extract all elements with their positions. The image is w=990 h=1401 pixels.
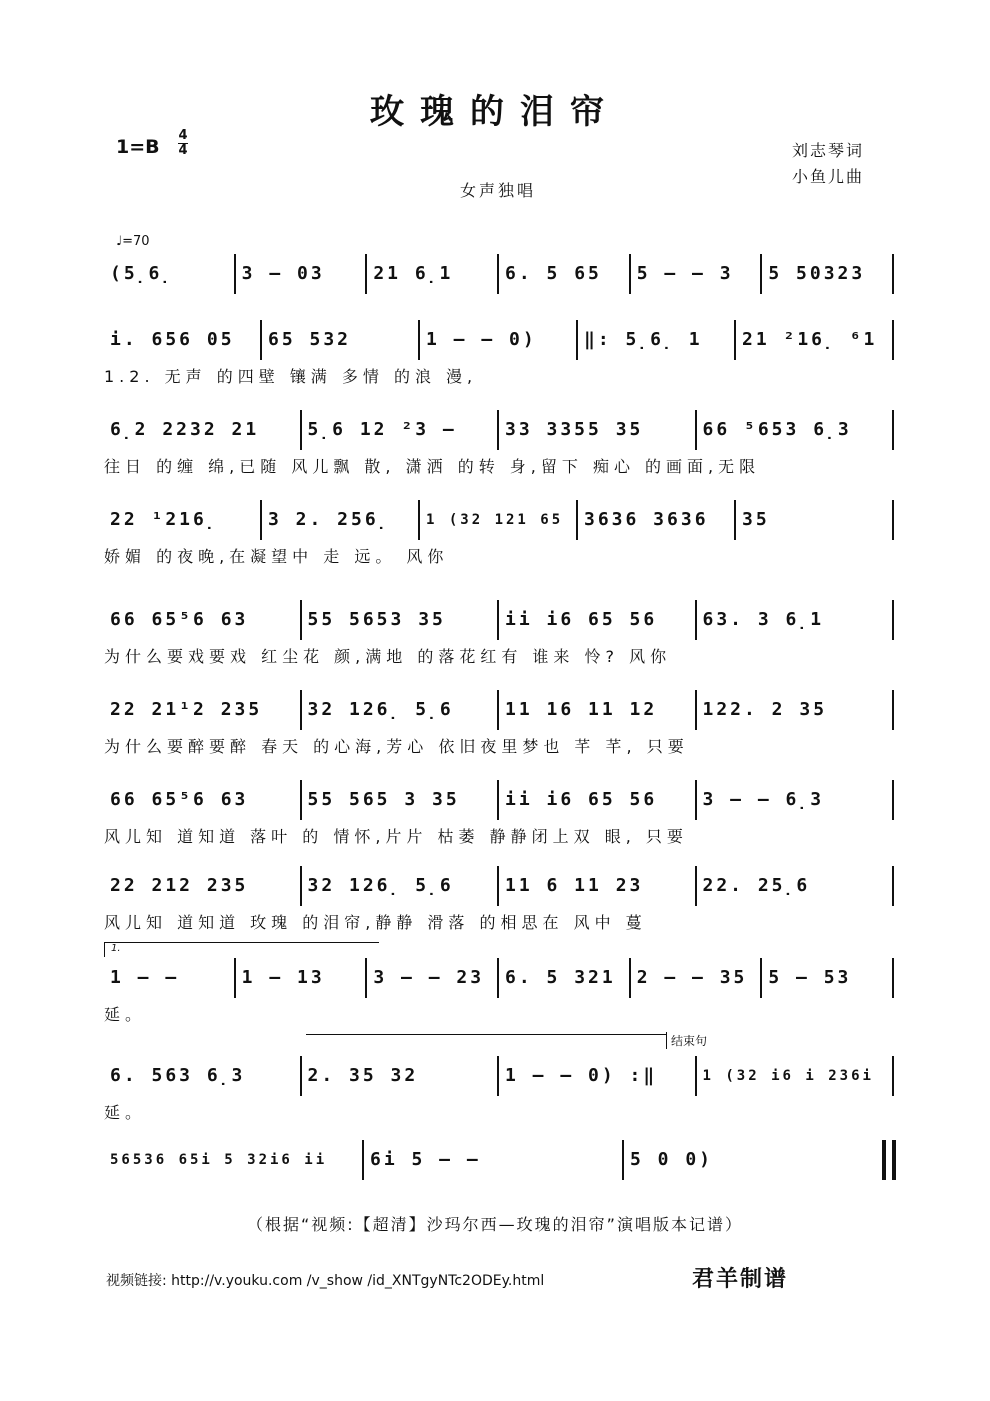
credits [792, 138, 864, 190]
measure: 3 – – 6̣3 [697, 780, 895, 820]
measure: 1 (32 121 65 [420, 500, 578, 540]
measure: 3636 3636 [578, 500, 736, 540]
notes-row [104, 866, 894, 906]
lyrics-line: 为什么要醉要醉 春天 的心海,芳心 依旧夜里梦也 芊 芊, 只要 [104, 737, 689, 756]
lyricist: 刘志琴词 [792, 141, 865, 160]
notes-row [104, 500, 894, 540]
measure: 3 – 03 [236, 254, 368, 294]
measure: 63. 3 6̣1 [697, 600, 895, 640]
lyrics-line: 延。 [104, 1005, 147, 1024]
measure: 11 6 11 23 [499, 866, 697, 906]
measure: ‖: 5̣6̣ 1 [578, 320, 736, 360]
lyrics-line: 风儿知 道知道 玫瑰 的泪帘,静静 滑落 的相思在 风中 蔓 [104, 913, 647, 932]
measure: 5 50323 [762, 254, 894, 294]
performer: 女声独唱 [460, 181, 537, 200]
measure: 1 – – 0) :‖ [499, 1056, 697, 1096]
signature: 君羊制谱 [692, 1266, 789, 1292]
notes-row [104, 690, 894, 730]
measure: 56536 65i 5 32i6 ii [104, 1140, 364, 1180]
time-top: 4 [178, 128, 188, 143]
measure: 32 126̣ 5̣6 [302, 690, 500, 730]
measure: 35 [736, 500, 894, 540]
lyrics-line: 延。 [104, 1103, 147, 1122]
measure: 33 3355 35 [499, 410, 697, 450]
measure: 66 ⁵653 6̣3 [697, 410, 895, 450]
measure: 122. 2 35 [697, 690, 895, 730]
video-link[interactable]: 视频链接: http://v.youku.com /v_show /id_XNTgyNTc2ODEy.html [106, 1273, 545, 1289]
measure: 1 – – 0) [420, 320, 578, 360]
measure: 2. 35 32 [302, 1056, 500, 1096]
time-bottom: 4 [178, 143, 188, 158]
lyrics-line: 1.2. 无声 的四壁 镶满 多情 的浪 漫, [104, 367, 478, 386]
measure: 22 ¹216̣ [104, 500, 262, 540]
notes-row [104, 1056, 894, 1096]
lyrics-line: 风儿知 道知道 落叶 的 情怀,片片 枯萎 静静闭上双 眼, 只要 [104, 827, 688, 846]
measure: 6. 5 321 [499, 958, 631, 998]
notes-row [104, 410, 894, 450]
measure: 6. 5 65 [499, 254, 631, 294]
measure: 1 (32 i6 i 236i [697, 1056, 895, 1096]
measure: 22 21¹2 235 [104, 690, 302, 730]
measure: 55 5653 35 [302, 600, 500, 640]
notes-row [104, 958, 894, 998]
measure: 1 – – [104, 958, 236, 998]
measure: 1 – 13 [236, 958, 368, 998]
measure: 21 ²16̣ ⁶1 [736, 320, 894, 360]
lyrics-line: 往日 的缠 绵,已随 风儿飘 散, 潇洒 的转 身,留下 痴心 的画面,无限 [104, 457, 761, 476]
notes-row [104, 1140, 884, 1180]
ending-label: 结束句 [666, 1032, 707, 1049]
notes-row [104, 600, 894, 640]
measure: 5̣6 12 ²3 – [302, 410, 500, 450]
tempo-mark: ♩=70 [116, 234, 150, 249]
source-note: （根据“视频:【超清】沙玛尔西—玫瑰的泪帘”演唱版本记谱） [247, 1215, 743, 1234]
lyrics-line: 娇媚 的夜晚,在凝望中 走 远。 风你 [104, 547, 449, 566]
measure: 5 – – 3 [631, 254, 763, 294]
key-signature: 1=B [116, 136, 160, 158]
measure: 3 – – 23 [367, 958, 499, 998]
measure: 11 16 11 12 [499, 690, 697, 730]
measure: 6i 5 – – [364, 1140, 624, 1180]
measure: 2 – – 35 [631, 958, 763, 998]
measure: ii i6 65 56 [499, 780, 697, 820]
volta-bracket: 1. [104, 942, 379, 957]
measure: 55 565 3 35 [302, 780, 500, 820]
measure: 65 532 [262, 320, 420, 360]
measure: 5 0 0) [624, 1140, 884, 1180]
measure: 6. 563 6̣3 [104, 1056, 302, 1096]
lyrics-line: 为什么要戏要戏 红尘花 颜,满地 的落花红有 谁来 怜? 风你 [104, 647, 672, 666]
page-title: 玫瑰的泪帘 [370, 92, 620, 132]
composer: 小鱼儿曲 [792, 167, 865, 186]
time-signature [178, 129, 188, 158]
measure: ii i6 65 56 [499, 600, 697, 640]
measure: 32 126̣ 5̣6 [302, 866, 500, 906]
measure: 66 65⁵6 63 [104, 780, 302, 820]
measure: 21 6̣1 [367, 254, 499, 294]
notes-row [104, 780, 894, 820]
notes-row [104, 254, 894, 294]
measure: i. 656 05 [104, 320, 262, 360]
measure: 66 65⁵6 63 [104, 600, 302, 640]
measure: 6̣2 2232 21 [104, 410, 302, 450]
ending-line [306, 1034, 666, 1035]
measure: (5̣6̣ [104, 254, 236, 294]
notes-row [104, 320, 894, 360]
measure: 3 2. 256̣ [262, 500, 420, 540]
measure: 5 – 53 [762, 958, 894, 998]
final-barline [884, 1140, 896, 1180]
measure: 22. 25̣6 [697, 866, 895, 906]
measure: 22 212 235 [104, 866, 302, 906]
